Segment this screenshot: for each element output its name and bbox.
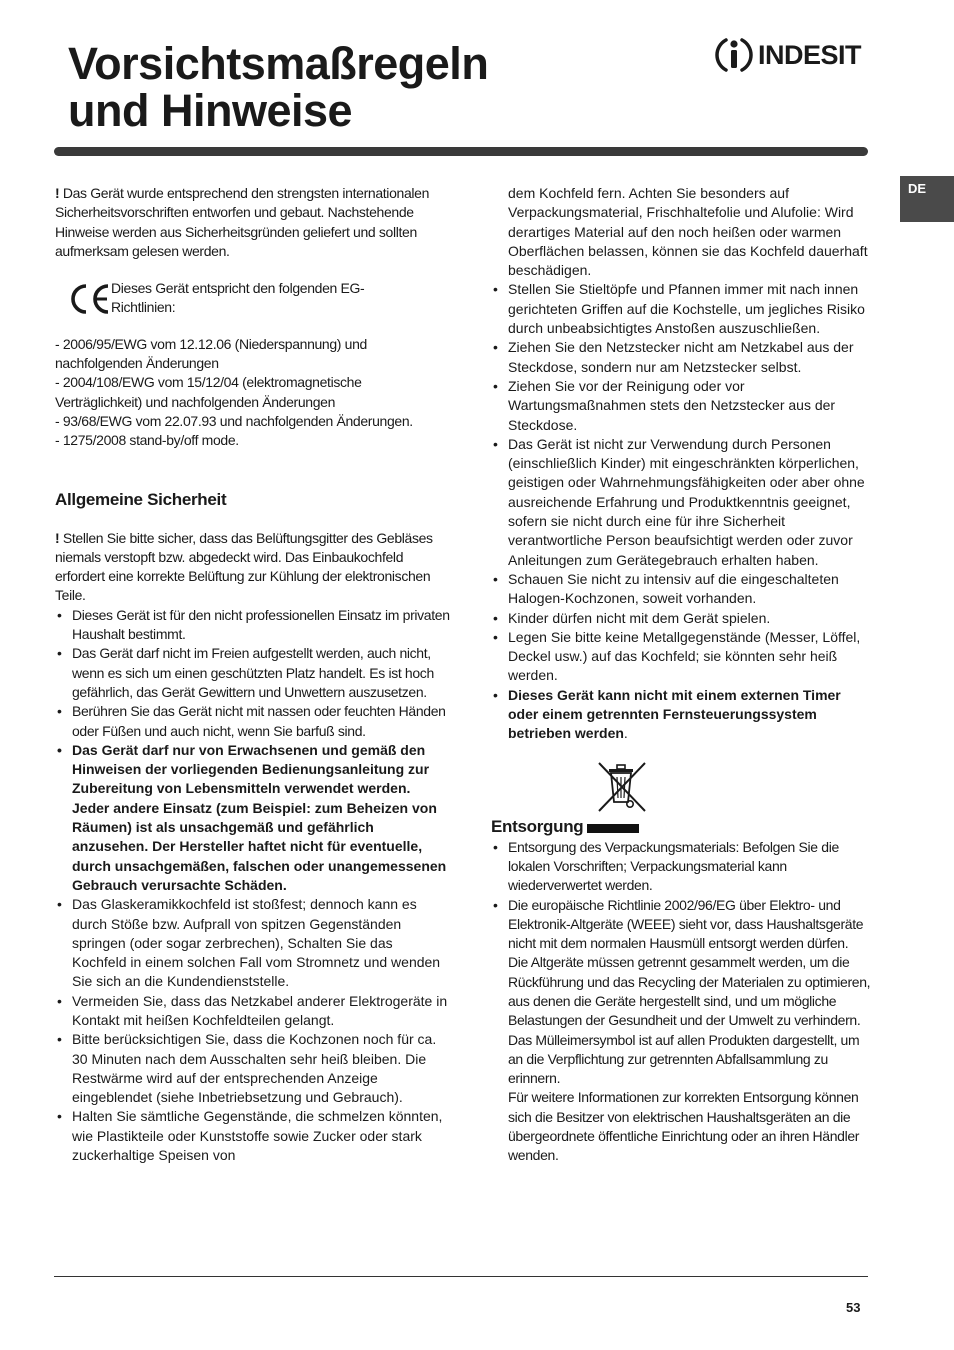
section-heading-disposal	[491, 816, 871, 838]
indesit-logo-icon	[714, 34, 754, 76]
disposal-heading-text: Entsorgung	[491, 816, 584, 836]
warning-mark: !	[55, 185, 60, 201]
list-item: • Das Gerät darf nicht im Freien aufgestellt werden, auch nicht, wenn es sich um einen geschützten Platz handelt. Es ist hoch gefährlich, das Gerät Gewittern und Unwettern auszusetzen.	[55, 644, 450, 702]
ce-text: Dieses Gerät entspricht den folgenden EG-Richtlinien:	[111, 280, 365, 316]
directive-item: - 2004/108/EWG vom 15/12/04 (elektromagnetische Verträglichkeit) und nachfolgenden Änderungen	[55, 374, 362, 410]
section-heading-safety: Allgemeine Sicherheit	[55, 489, 227, 509]
continued-text: dem Kochfeld fern. Achten Sie besonders auf Verpackungsmaterial, Frischhaltefolie und Alufolie: Wird derartiges Material auf den noch heißen oder warmen Oberflächen belassen, können sie das Kochfeld dauerhaft beschädigen.	[508, 185, 868, 279]
page-number: 53	[846, 1300, 861, 1315]
list-item: • Ziehen Sie den Netzstecker nicht am Netzkabel aus der Steckdose, sondern nur am Netzstecker selbst.	[491, 338, 871, 377]
indesit-logo	[714, 34, 870, 76]
safety-list-continued	[491, 280, 871, 743]
list-item: • Entsorgung des Verpackungsmaterials: Befolgen Sie die lokalen Vorschriften; Verpackungsmaterial kann wiederverwertet werden.	[491, 838, 871, 896]
list-item: • Stellen Sie Stieltöpfe und Pfannen immer mit nach innen gerichteten Griffen auf die Kochstelle, um jegliches Risiko durch unbeabsichtigtes Anstoßen auszuschließen.	[491, 280, 871, 338]
directive-item: - 93/68/EWG vom 22.07.93 und nachfolgenden Änderungen.	[55, 412, 413, 429]
list-item: • Dieses Gerät ist für den nicht professionellen Einsatz im privaten Haushalt bestimmt.	[55, 606, 450, 645]
language-tab: DE	[900, 176, 954, 222]
intro-text: Das Gerät wurde entsprechend den strengsten internationalen Sicherheitsvorschriften entworfen und gebaut. Nachstehende Hinweise werden aus Sicherheitsgründen geliefert und sollten aufmerksam gelesen werden.	[55, 185, 430, 259]
list-item-bold-text: Dieses Gerät kann nicht mit einem externen Timer oder einem getrennten Fernsteuerungssystem betrieben werden	[508, 686, 841, 742]
right-column	[491, 184, 871, 1166]
directive-item: - 1275/2008 stand-by/off mode.	[55, 432, 239, 449]
page-title-line-2: und Hinweise	[68, 85, 353, 136]
safety-intro-text: Stellen Sie bitte sicher, dass das Belüftungsgitter des Gebläses niemals verstopft bzw. abgedeckt wird. Das Einbaukochfeld erfordert eine korrekte Belüftung zur Kühlung der elektronischen Teile.	[55, 529, 433, 604]
indesit-logo-text: INDESIT	[758, 39, 862, 70]
page-title	[68, 40, 488, 134]
crossed-bin-icon	[596, 760, 648, 814]
safety-intro	[55, 529, 450, 606]
list-item: • Kinder dürfen nicht mit dem Gerät spielen.	[491, 609, 871, 628]
intro-paragraph	[55, 184, 450, 261]
list-item-bold	[491, 686, 871, 744]
list-item: • Berühren Sie das Gerät nicht mit nassen oder feuchten Händen oder Füßen und auch nicht, wenn Sie barfuß sind.	[55, 702, 450, 741]
disposal-list	[491, 838, 871, 1089]
list-item: • Bitte berücksichtigen Sie, dass die Kochzonen noch für ca. 30 Minuten nach dem Ausschalten sehr heiß bleiben. Die Restwärme wird auf der entsprechenden Anzeige eingeblendet (siehe Inbetriebsetzung und Gebrauch).	[55, 1030, 450, 1107]
disposal-heading-bar	[587, 824, 639, 833]
left-column	[55, 184, 450, 1165]
safety-list	[55, 606, 450, 1166]
list-item: • Das Gerät ist nicht zur Verwendung durch Personen (einschließlich Kinder) mit eingeschränkten körperlichen, geistigen oder Wahrnehmungsfähigkeiten oder aber ohne ausreichende Erfahrung und Produktkenntnis geeignet, sofern sie nicht durch eine für ihre Sicherheit verantwortliche Person beaufsichtigt werden oder zuvor Anleitungen zum Gerätegebrauch erhalten haben.	[491, 435, 871, 570]
directive-list	[55, 335, 450, 451]
list-item-bold-tail: .	[623, 725, 628, 742]
ce-mark-icon	[67, 282, 111, 316]
header-rule	[54, 147, 868, 156]
list-item: • Legen Sie bitte keine Metallgegenstände (Messer, Löffel, Deckel usw.) auf das Kochfeld; sie könnten sehr heiß werden.	[491, 628, 871, 686]
directive-item: - 2006/95/EWG vom 12.12.06 (Niederspannung) und nachfolgenden Änderungen	[55, 335, 367, 372]
list-item: • Schauen Sie nicht zu intensiv auf die eingeschalteten Halogen-Kochzonen, soweit vorhanden.	[491, 570, 871, 609]
page-title-line-1: Vorsichtsmaßregeln	[68, 38, 489, 89]
list-item-bold: • Das Gerät darf nur von Erwachsenen und gemäß den Hinweisen der vorliegenden Bedienungsanleitung zur Zubereitung von Lebensmitteln verwendet werden. Jeder andere Einsatz (zum Beispiel: zum Beheizen von Räumen) ist als unsachgemäß und gefährlich anzusehen. Der Hersteller haftet nicht für eventuelle, durch unsachgemäßen, falschen oder unangemessenen Gebrauch verursachte Schäden.	[55, 741, 450, 895]
list-item: • Halten Sie sämtliche Gegenstände, die schmelzen könnten, wie Plastikteile oder Kunststoffe sowie Zucker oder stark zuckerhaltige Speisen von	[55, 1107, 450, 1165]
warning-mark: !	[55, 529, 60, 546]
list-item: • Das Glaskeramikkochfeld ist stoßfest; dennoch kann es durch Stöße bzw. Aufprall von spitzen Gegenständen springen (oder sogar zerbrechen), Schalten Sie das Kochfeld in einem solchen Fall vom Stromnetz und wenden Sie sich an die Kundendienststelle.	[55, 895, 450, 991]
disposal-tail: Für weitere Informationen zur korrekten Entsorgung können sich die Besitzer von elektrischen Haushaltsgeräten an die übergeordnete öffentliche Einrichtung oder an ihren Händler wenden.	[508, 1089, 860, 1164]
footer-rule	[54, 1276, 868, 1277]
list-item: • Vermeiden Sie, dass das Netzkabel anderer Elektrogeräte in Kontakt mit heißen Kochfeldteilen gelangt.	[55, 992, 450, 1031]
ce-block	[67, 279, 450, 318]
list-item: • Die europäische Richtlinie 2002/96/EG über Elektro- und Elektronik-Altgeräte (WEEE) sieht vor, dass Haushaltsgeräte nicht mit dem normalen Hausmüll entsorgt werden dürfen. Die Altgeräte müssen getrennt gesammelt werden, um die Rückführung und das Recycling der Materialen zu optimieren, aus denen die Geräte hergestellt sind, und um mögliche Belastungen der Gesundheit und der Umwelt zu verhindern. Das Mülleimersymbol ist auf allen Produkten dargestellt, um an die Verpflichtung zur getrennten Abfallsammlung zu erinnern.	[491, 896, 871, 1089]
weee-bin-symbol	[596, 760, 648, 814]
list-item: • Ziehen Sie vor der Reinigung oder vor Wartungsmaßnahmen stets den Netzstecker aus der Steckdose.	[491, 377, 871, 435]
